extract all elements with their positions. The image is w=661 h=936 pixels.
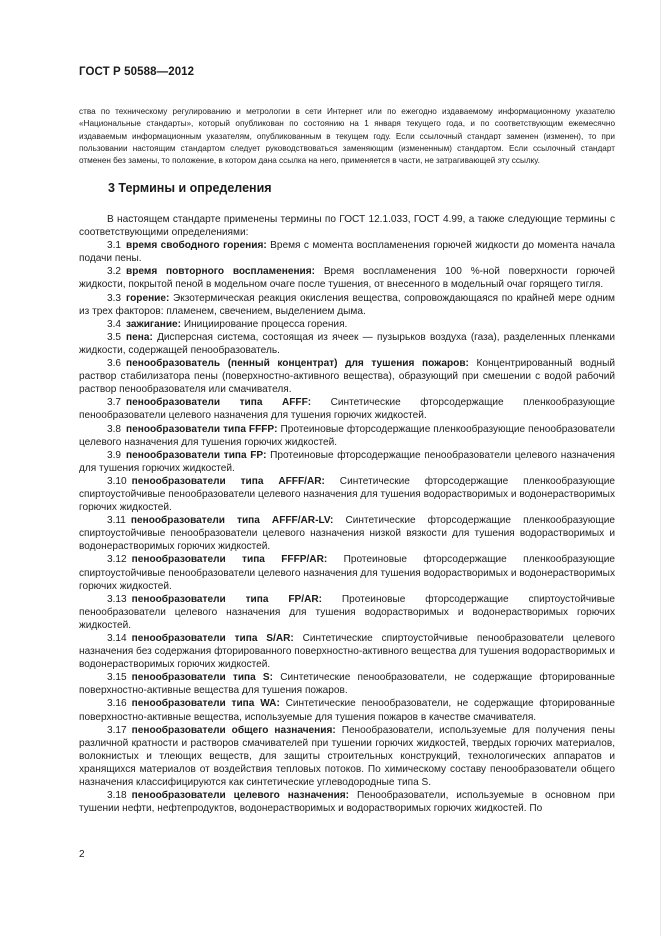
- term-name: пенообразователи типа WA:: [131, 698, 280, 710]
- term-entry: [79, 292, 615, 318]
- term-definition: Время с момента воспламенения горючей жидкости до момента начала подачи пены.: [79, 240, 615, 265]
- term-definition: Синтетические пенообразователи, не содержащие фторированные поверхностно-активные вещества для тушения пожаров.: [79, 672, 615, 697]
- term-entry: [79, 514, 615, 553]
- term-entry: [79, 632, 615, 671]
- term-definition: Протеиновые фторсодержащие пленкообразующие пенообразователи целевого назначения для тушения горючих жидкостей.: [79, 423, 615, 448]
- term-name: пенообразователи типа FP/AR:: [131, 593, 323, 605]
- term-number: 3.5: [107, 331, 122, 343]
- term-definition: Протеиновые фторсодержащие пенообразователи целевого назначения для тушения горючих жидкостей.: [79, 449, 615, 474]
- term-name: пенообразователи типа FFFP/AR:: [131, 554, 328, 566]
- term-definition: Синтетические фторсодержащие пленкообразующие спиртоустойчивые пенообразователи целевого назначения для тушения водорастворимых и водонерастворимых горючих жидкостей.: [79, 475, 615, 514]
- term-entry: [79, 357, 615, 396]
- term-entry: [79, 265, 615, 291]
- term-name: пенообразователи типа FP:: [126, 449, 267, 461]
- term-number: 3.12: [107, 554, 127, 566]
- term-number: 3.13: [107, 593, 127, 605]
- term-number: 3.3: [107, 292, 122, 304]
- term-number: 3.17: [107, 724, 127, 736]
- term-name: пенообразователи типа AFFF/AR:: [131, 475, 325, 487]
- term-name: пенообразователи типа AFFF:: [126, 397, 312, 409]
- term-entry: [79, 789, 615, 815]
- term-name: пенообразователи целевого назначения:: [131, 790, 350, 802]
- term-name: пенообразователи типа FFFP:: [126, 423, 278, 435]
- term-number: 3.14: [107, 633, 127, 644]
- term-definition: Время воспламенения 100 %-ной поверхности горючей жидкости, покрытой пеной в модельном очаге после тушения, от внесенного в модельный очаг горящего тигля.: [79, 266, 615, 291]
- term-definition: Синтетические пенообразователи, не содержащие фторированные поверхностно-активные вещества, используемые для тушения пожаров в качестве смачивателя.: [79, 698, 615, 723]
- term-name: пенообразователи типа S/AR:: [131, 633, 294, 644]
- term-entry: [79, 331, 615, 357]
- term-number: 3.10: [107, 475, 127, 487]
- term-entry: [79, 318, 615, 331]
- lead-paragraph: В настоящем стандарте применены термины по ГОСТ 12.1.033, ГОСТ 4.99, а также следующие термины с соответствующими определениями:: [79, 214, 615, 239]
- term-entry: [79, 423, 615, 449]
- term-entry: [79, 475, 615, 514]
- term-name: пенообразователи типа S:: [131, 672, 274, 684]
- term-definition: Синтетические фторсодержащие пленкообразующие спиртоустойчивые пенообразователи целевого назначения низкой вязкости для тушения водорастворимых и водонерастворимых горючих жидкостей.: [79, 515, 615, 553]
- term-name: время повторного воспламенения:: [126, 266, 316, 278]
- term-definition: Синтетические фторсодержащие пленкообразующие пенообразователи целевого назначения для тушения горючих жидкостей.: [79, 397, 615, 422]
- terms-list: [79, 239, 615, 815]
- term-definition: Инициирование процесса горения.: [183, 318, 348, 330]
- term-name: пенообразователь (пенный концентрат) для тушения пожаров:: [126, 358, 469, 370]
- term-number: 3.15: [107, 672, 127, 684]
- term-entry: [79, 697, 615, 723]
- term-number: 3.18: [107, 790, 127, 802]
- term-number: 3.11: [107, 515, 126, 527]
- term-definition: Пенообразователи, используемые для получения пены различной кратности и растворов смачивателей при тушении горючих жидкостей, твердых горючих материалов, волокнистых и тлеющих веществ, для защиты строительных конструкций, технологических аппаратов и хранящихся материалов от воздействия тепловых потоков. По химическому составу пенообразователи общего назначения классифицируются как синтетические углеводородные типа S.: [79, 724, 615, 789]
- term-definition: Концентрированный водный раствор стабилизатора пены (поверхностно-активного вещества), образующий при смешении с водой рабочий раствор пенообразователя или смачивателя.: [79, 358, 615, 396]
- term-entry: [79, 553, 615, 592]
- term-entry: [79, 396, 615, 422]
- term-number: 3.16: [107, 698, 127, 710]
- term-name: пенообразователи общего назначения:: [131, 724, 336, 736]
- term-name: время свободного горения:: [126, 240, 267, 252]
- terms-body: [79, 213, 615, 815]
- term-number: 3.7: [107, 397, 122, 409]
- term-name: пенообразователи типа AFFF/AR-LV:: [130, 515, 334, 527]
- term-definition: Синтетические спиртоустойчивые пенообразователи целевого назначения без содержания фторированного поверхностно-активного вещества для тушения водорастворимых и водонерастворимых горючих жидкостей.: [79, 633, 615, 671]
- term-entry: [79, 671, 615, 697]
- term-entry: [79, 449, 615, 475]
- term-name: горение:: [126, 292, 170, 304]
- page-number: 2: [79, 849, 85, 860]
- term-number: 3.4: [107, 318, 122, 330]
- term-number: 3.1: [107, 240, 122, 252]
- document-header: ГОСТ Р 50588—2012: [79, 66, 195, 78]
- term-definition: Пенообразователи, используемые в основном при тушении нефти, нефтепродуктов, водонерастворимых и водорастворимых горючих жидкостей. По: [79, 790, 615, 815]
- term-entry: [79, 593, 615, 632]
- term-definition: Протеиновые фторсодержащие пленкообразующие спиртоустойчивые пенообразователи целевого назначения для тушения водорастворимых и водонерастворимых горючих жидкостей.: [79, 554, 615, 592]
- term-number: 3.9: [107, 449, 122, 461]
- term-definition: Дисперсная система, состоящая из ячеек — пузырьков воздуха (газа), разделенных пленками жидкости, содержащей пенообразователь.: [79, 331, 615, 356]
- term-entry: [79, 724, 615, 789]
- term-definition: Экзотермическая реакция окисления вещества, сопровождающаяся по крайней мере одним из трех факторов: пламенем, свечением, выделением дыма.: [79, 292, 615, 317]
- intro-paragraph: ства по техническому регулированию и метрологии в сети Интернет или по ежегодно издаваемому информационному указателю «Национальные стандарты», который опубликован по состоянию на 1 января текущего года, и по соответствующим ежемесячно издаваемым информационным указателям, опубликованным в текущем году. Если ссылочный стандарт заменен (изменен), то при пользовании настоящим стандартом следует руководствоваться заменяющим (измененным) стандартом. Если ссылочный стандарт отменен без замены, то положение, в котором дана ссылка на него, применяется в части, не затрагивающей эту ссылку.: [79, 107, 615, 165]
- term-number: 3.2: [107, 266, 122, 278]
- term-name: зажигание:: [126, 318, 182, 330]
- term-name: пена:: [126, 331, 153, 343]
- term-number: 3.6: [107, 358, 122, 370]
- term-entry: [79, 239, 615, 265]
- section-heading: 3 Термины и определения: [108, 181, 272, 195]
- term-definition: Протеиновые фторсодержащие спиртоустойчивые пенообразователи целевого назначения для тушения водорастворимых и водонерастворимых горючих жидкостей.: [79, 593, 615, 631]
- term-number: 3.8: [107, 423, 122, 435]
